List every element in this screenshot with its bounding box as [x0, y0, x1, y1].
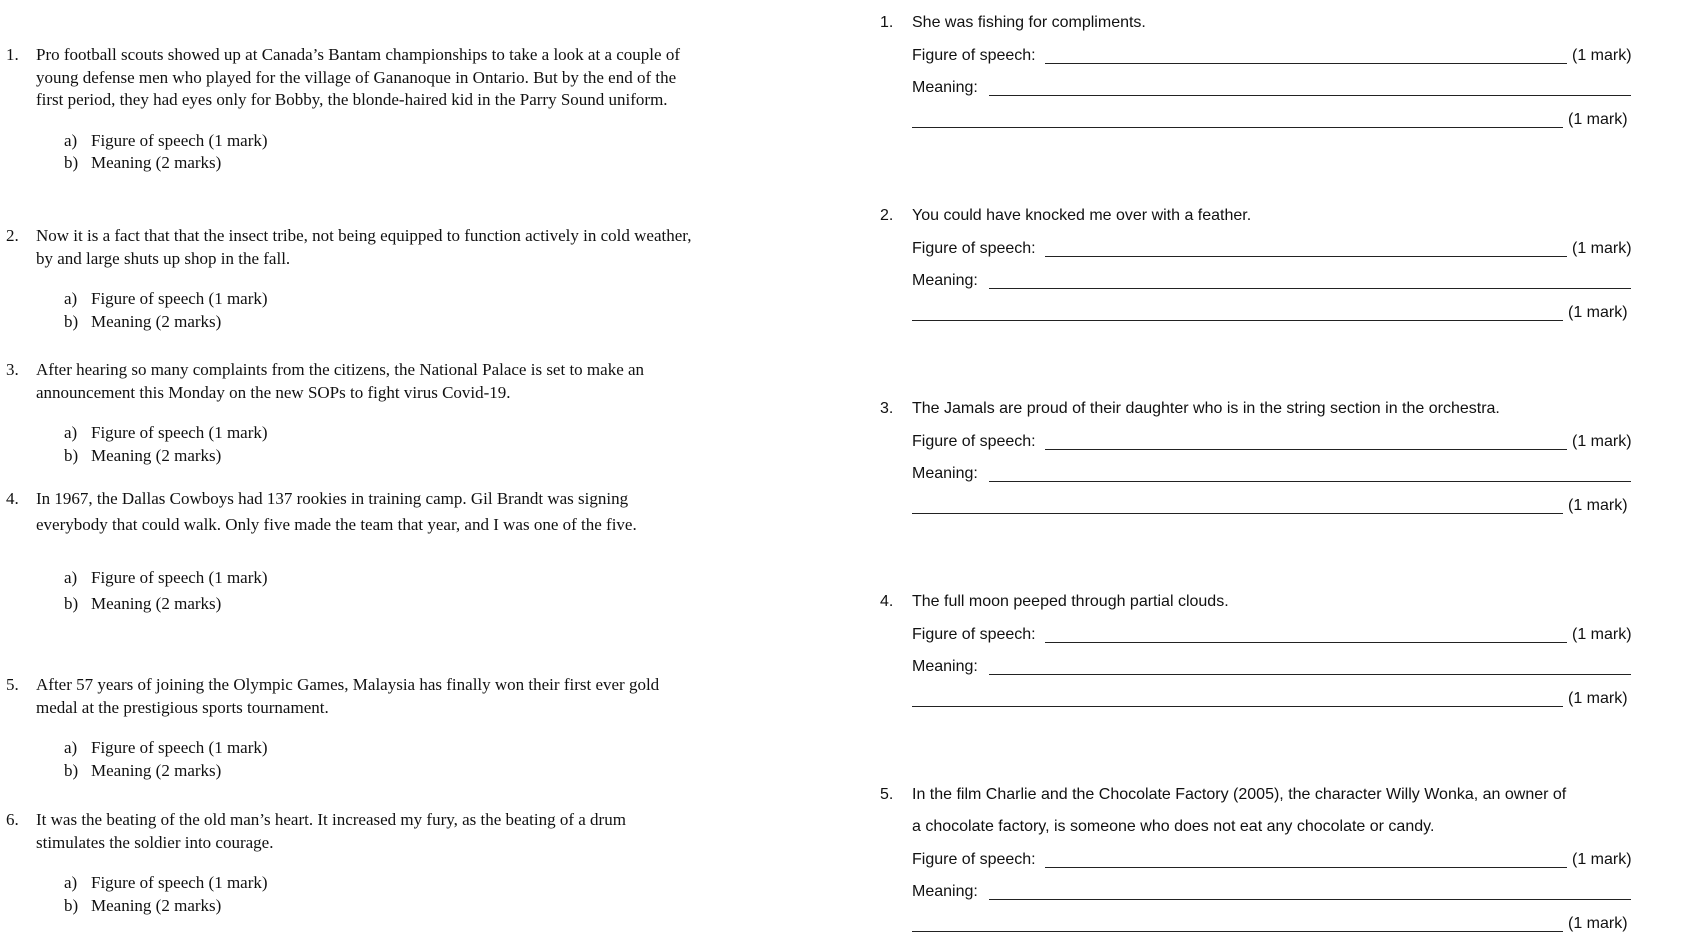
left-question-3 — [6, 359, 706, 467]
mark-label: (1 mark) — [1572, 433, 1632, 450]
question-number: 5. — [6, 675, 19, 694]
figure-of-speech-label: Figure of speech: — [912, 47, 1036, 64]
mark-label: (1 mark) — [1572, 240, 1632, 257]
answer-blank[interactable] — [912, 497, 1563, 514]
mark-label: (1 mark) — [1568, 111, 1628, 128]
figure-of-speech-label: Figure of speech: — [912, 433, 1036, 450]
question-statement: The Jamals are proud of their daughter who is in the string section in the orchestra. — [912, 400, 1500, 417]
answer-blank[interactable] — [989, 79, 1631, 96]
left-question-6 — [6, 809, 706, 917]
mark-label: (1 mark) — [1568, 497, 1628, 514]
mark-label: (1 mark) — [1568, 915, 1628, 932]
left-question-1 — [6, 44, 706, 175]
meaning-label: Meaning: — [912, 79, 978, 96]
left-column — [0, 0, 720, 932]
answer-blank[interactable] — [1045, 626, 1567, 643]
question-number: 2. — [6, 226, 19, 245]
meaning-label: Meaning: — [912, 883, 978, 900]
question-statement: You could have knocked me over with a feather. — [912, 207, 1252, 224]
subpart-b: b) Meaning (2 marks) — [64, 153, 222, 172]
figure-of-speech-label: Figure of speech: — [912, 626, 1036, 643]
answer-blank[interactable] — [912, 915, 1563, 932]
question-text: Pro football scouts showed up at Canada’s Bantam championships to take a look at a couple of young defense men who played for the village of Gananoque in Ontario. But by the end of the first period, they had eyes only for Bobby, the blonde-haired kid in the Parry Sound uniform. — [36, 45, 680, 109]
subpart-a: a) Figure of speech (1 mark) — [64, 738, 268, 757]
question-number: 1. — [6, 45, 19, 64]
left-question-4 — [6, 486, 706, 617]
question-number: 1. — [880, 14, 894, 31]
question-number: 4. — [6, 489, 19, 508]
subpart-b: b) Meaning (2 marks) — [64, 445, 222, 465]
question-text: After 57 years of joining the Olympic Games, Malaysia has finally won their first ever gold medal at the prestigious sports tournament. — [36, 675, 660, 717]
question-number: 3. — [880, 400, 894, 417]
answer-blank[interactable] — [989, 465, 1631, 482]
answer-blank[interactable] — [1045, 433, 1567, 450]
meaning-label: Meaning: — [912, 658, 978, 675]
answer-blank[interactable] — [1045, 851, 1567, 868]
answer-blank[interactable] — [989, 272, 1631, 289]
left-question-2 — [6, 225, 706, 333]
mark-label: (1 mark) — [1572, 851, 1632, 868]
question-number: 6. — [6, 810, 19, 829]
mark-label: (1 mark) — [1572, 626, 1632, 643]
subpart-a: a) Figure of speech (1 mark) — [64, 873, 268, 892]
question-number: 4. — [880, 593, 894, 610]
mark-label: (1 mark) — [1572, 47, 1632, 64]
answer-blank[interactable] — [1045, 47, 1567, 64]
left-question-5 — [6, 674, 706, 782]
question-statement: The full moon peeped through partial clouds. — [912, 593, 1229, 610]
question-number: 2. — [880, 207, 894, 224]
subpart-a: a) Figure of speech (1 mark) — [64, 289, 268, 308]
question-text: Now it is a fact that that the insect tribe, not being equipped to function actively in cold weather, by and large shuts up shop in the fall. — [36, 226, 692, 268]
question-text: It was the beating of the old man’s heart. It increased my fury, as the beating of a drum stimulates the soldier into courage. — [36, 810, 626, 852]
mark-label: (1 mark) — [1568, 690, 1628, 707]
answer-blank[interactable] — [1045, 240, 1567, 257]
meaning-label: Meaning: — [912, 272, 978, 289]
subpart-b: b) Meaning (2 marks) — [64, 895, 222, 915]
right-column — [880, 0, 1680, 932]
subpart-b: b) Meaning (2 marks) — [64, 594, 222, 613]
subpart-a: a) Figure of speech (1 mark) — [64, 130, 268, 150]
meaning-label: Meaning: — [912, 465, 978, 482]
answer-blank[interactable] — [912, 304, 1563, 321]
answer-blank[interactable] — [912, 690, 1563, 707]
mark-label: (1 mark) — [1568, 304, 1628, 321]
question-number: 5. — [880, 786, 894, 803]
question-statement-line-2: a chocolate factory, is someone who does not eat any chocolate or candy. — [912, 818, 1435, 835]
question-statement: In the film Charlie and the Chocolate Factory (2005), the character Willy Wonka, an owner of — [912, 786, 1567, 803]
subpart-b: b) Meaning (2 marks) — [64, 311, 222, 331]
question-text: In 1967, the Dallas Cowboys had 137 rookies in training camp. Gil Brandt was signing everybody that could walk. Only five made the team that year, and I was one of the five. — [36, 489, 637, 534]
question-number: 3. — [6, 360, 19, 379]
answer-blank[interactable] — [989, 658, 1631, 675]
answer-blank[interactable] — [989, 883, 1631, 900]
figure-of-speech-label: Figure of speech: — [912, 851, 1036, 868]
subpart-b: b) Meaning (2 marks) — [64, 760, 222, 780]
subpart-a: a) Figure of speech (1 mark) — [64, 423, 268, 442]
question-statement: She was fishing for compliments. — [912, 14, 1146, 31]
question-text: After hearing so many complaints from the citizens, the National Palace is set to make an announcement this Monday on the new SOPs to fight virus Covid-19. — [36, 360, 645, 402]
subpart-a: a) Figure of speech (1 mark) — [64, 568, 268, 587]
figure-of-speech-label: Figure of speech: — [912, 240, 1036, 257]
answer-blank[interactable] — [912, 111, 1563, 128]
